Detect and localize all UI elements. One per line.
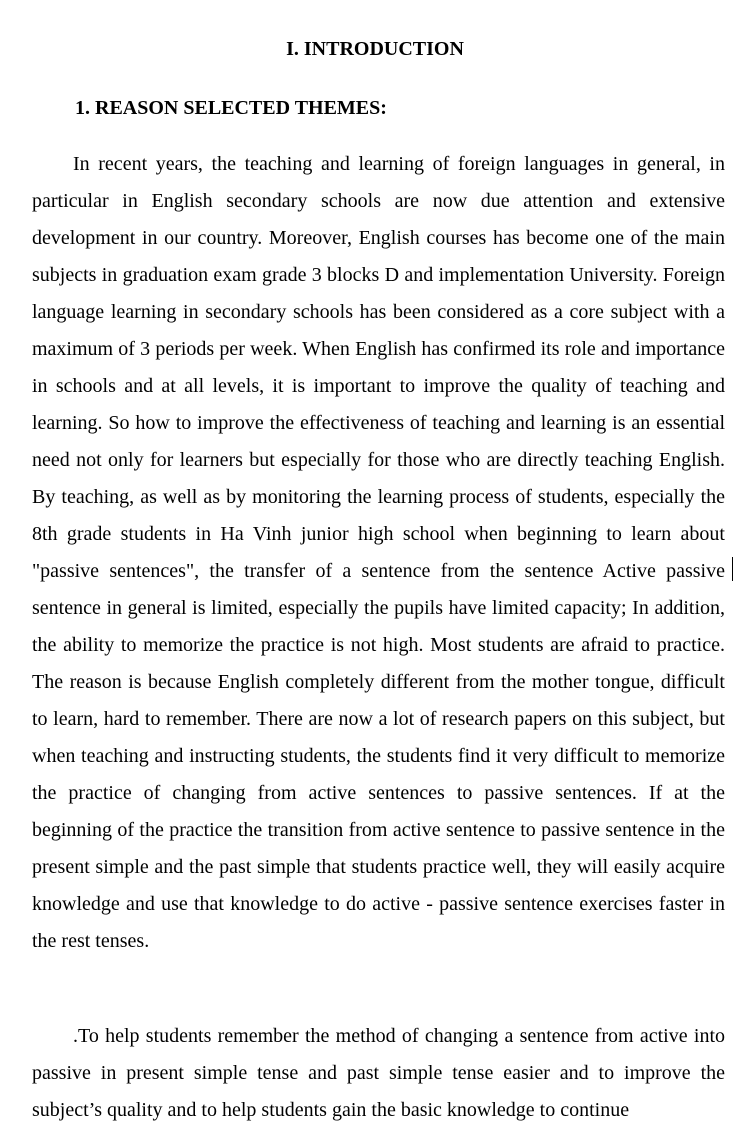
body-paragraph[interactable]: .To help students remember the method of changing a sentence from active into passive in present simple tense and past simple tense easier and to improve the subject’s quality and to help students gain the basic knowledge to continue <box>32 1025 725 1121</box>
page-title: I. INTRODUCTION <box>286 38 464 60</box>
body-paragraph[interactable]: In recent years, the teaching and learning of foreign languages in general, in particular in English secondary schools are now due attention and extensive development in our country. Moreover, English courses has become one of the main subjects in graduation exam grade 3 blocks D and implementation University. Foreign language learning in secondary schools has been considered as a core subject with a maximum of 3 periods per week. When English has confirmed its role and importance in schools and at all levels, it is important to improve the quality of teaching and learning. So how to improve the effectiveness of teaching and learning is an essential need not only for learners but especially for those who are directly teaching English. By teaching, as well as by monitoring the learning process of students, especially the 8th grade students in Ha Vinh junior high school when beginning to learn about "passive sentences", the transfer of a sentence from the sentence Active passive sentence in general is limited, especially the pupils have limited capacity; In addition, the ability to memorize the practice is not high. Most students are afraid to practice. The reason is because English completely different from the mother tongue, difficult to learn, hard to remember. There are now a lot of research papers on this subject, but when teaching and instructing students, the students find it very difficult to memorize the practice of changing from active sentences to passive sentences. If at the beginning of the practice the transition from active sentence to passive sentence in the present simple and the past simple that students practice well, they will easily acquire knowledge and use that knowledge to do active - passive sentence exercises faster in the rest tenses. <box>32 153 725 952</box>
text-cursor <box>732 557 733 581</box>
section-heading: 1. REASON SELECTED THEMES: <box>75 97 387 119</box>
